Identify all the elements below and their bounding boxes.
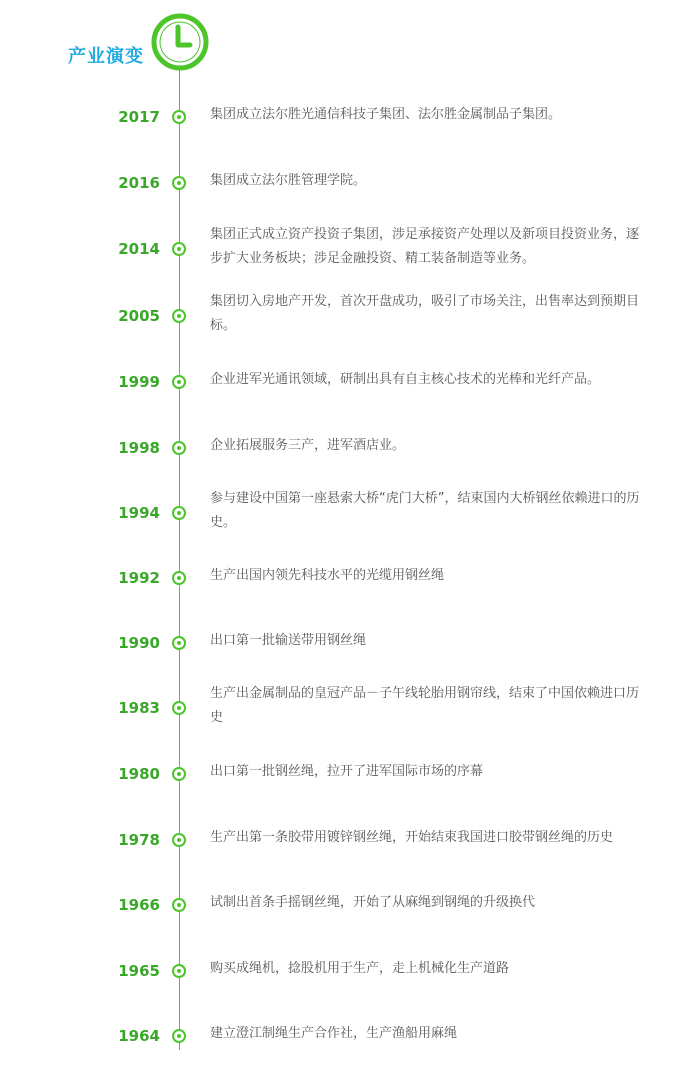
timeline-dot-icon — [172, 833, 186, 847]
timeline-dot-icon — [172, 441, 186, 455]
event-year: 1990 — [118, 634, 160, 652]
timeline-dot-icon — [172, 506, 186, 520]
page-title: 产业演变 — [68, 46, 144, 67]
event-description: 出口第一批输送带用钢丝绳 — [210, 633, 367, 648]
clock-icon — [150, 12, 210, 72]
event-year: 1983 — [118, 699, 160, 717]
timeline-dot-icon — [172, 176, 186, 190]
event-description: 出口第一批钢丝绳，拉开了进军国际市场的序幕 — [210, 764, 484, 779]
event-year: 1978 — [118, 831, 160, 849]
event-year: 1999 — [118, 373, 160, 391]
event-description: 生产出金属制品的皇冠产品－子午线轮胎用钢帘线，结束了中国依赖进口历史 — [210, 686, 640, 725]
event-year: 1992 — [118, 569, 160, 587]
event-description: 购买成绳机，捻股机用于生产，走上机械化生产道路 — [210, 961, 510, 976]
event-year: 1964 — [118, 1027, 160, 1045]
event-description: 集团正式成立资产投资子集团，涉足承接资产处理以及新项目投资业务，逐步扩大业务板块；涉足金融投资、精工装备制造等业务。 — [210, 227, 640, 266]
timeline-dot-icon — [172, 375, 186, 389]
timeline-dot-icon — [172, 309, 186, 323]
event-year: 2016 — [118, 174, 160, 192]
event-description: 集团切入房地产开发，首次开盘成功，吸引了市场关注，出售率达到预期目标。 — [210, 294, 640, 333]
event-description: 集团成立法尔胜光通信科技子集团、法尔胜金属制品子集团。 — [210, 107, 562, 122]
timeline-dot-icon — [172, 964, 186, 978]
timeline-dot-icon — [172, 701, 186, 715]
timeline-dot-icon — [172, 767, 186, 781]
event-year: 2014 — [118, 240, 160, 258]
timeline-dot-icon — [172, 898, 186, 912]
event-description: 建立澄江制绳生产合作社，生产渔船用麻绳 — [210, 1026, 458, 1041]
event-year: 1998 — [118, 439, 160, 457]
event-year: 1980 — [118, 765, 160, 783]
timeline-dot-icon — [172, 1029, 186, 1043]
event-description: 企业拓展服务三产，进军酒店业。 — [210, 438, 406, 453]
event-year: 1965 — [118, 962, 160, 980]
event-year: 2017 — [118, 108, 160, 126]
timeline-dot-icon — [172, 242, 186, 256]
timeline-dot-icon — [172, 636, 186, 650]
event-description: 生产出第一条胶带用镀锌钢丝绳，开始结束我国进口胶带钢丝绳的历史 — [210, 830, 614, 845]
event-description: 参与建设中国第一座悬索大桥“虎门大桥”，结束国内大桥钢丝依赖进口的历史。 — [210, 491, 640, 530]
event-description: 企业进军光通讯领域，研制出具有自主核心技术的光棒和光纤产品。 — [210, 372, 601, 387]
event-year: 2005 — [118, 307, 160, 325]
event-description: 集团成立法尔胜管理学院。 — [210, 173, 367, 188]
event-year: 1994 — [118, 504, 160, 522]
timeline-dot-icon — [172, 110, 186, 124]
event-description: 生产出国内领先科技水平的光缆用钢丝绳 — [210, 568, 445, 583]
timeline-dot-icon — [172, 571, 186, 585]
event-description: 试制出首条手摇钢丝绳，开始了从麻绳到钢绳的升级换代 — [210, 895, 536, 910]
event-year: 1966 — [118, 896, 160, 914]
